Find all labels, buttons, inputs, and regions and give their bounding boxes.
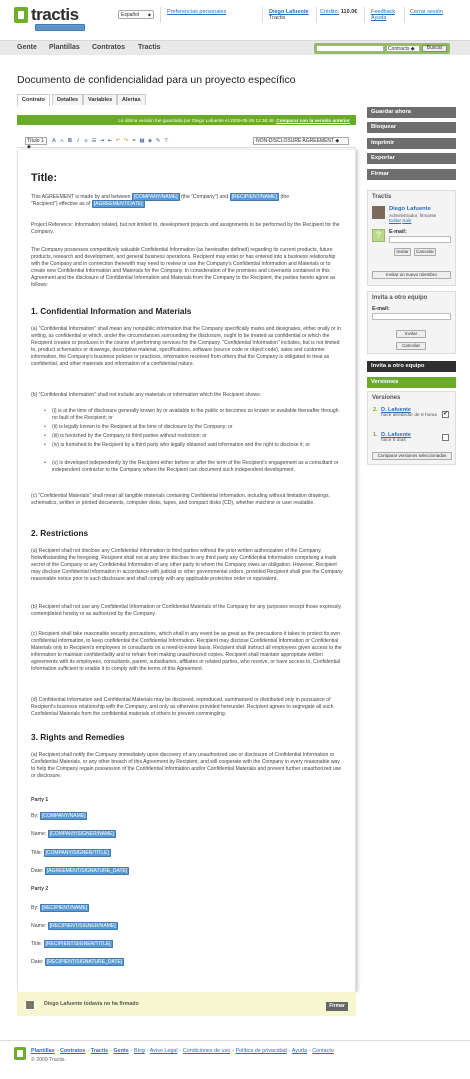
user-name-link[interactable]: Diego Lafuente: [269, 9, 309, 15]
outdent-icon[interactable]: ⇤: [107, 138, 113, 144]
list-item: • (ii) is legally known to the Recipient at the time of disclosure by the Company; or: [52, 424, 342, 431]
export-button[interactable]: Exportar: [367, 153, 456, 164]
tractis-logo[interactable]: [14, 5, 134, 29]
tab-detalles[interactable]: Detalles: [52, 94, 83, 105]
version-time: hace alrededor de 8 horas: [381, 413, 438, 418]
sign-sidebar-button[interactable]: Firmar: [367, 169, 456, 180]
save-notice-text: La última versión fue guardada por Diego Lafuente el 2009-05-26 12:36:48.: [118, 117, 275, 123]
tab-alertas[interactable]: Alertas: [117, 94, 146, 105]
variable-company-signer-title[interactable]: [COMPANY/SIGNER/TITLE]: [45, 850, 109, 856]
title-label: Title:: [31, 850, 43, 856]
feedback-link[interactable]: Feedback: [371, 9, 396, 15]
email-label: E-mail:: [372, 306, 390, 312]
divider: [364, 7, 365, 23]
search-button[interactable]: Buscar: [422, 45, 447, 52]
invite-team-button[interactable]: Invitar: [396, 330, 426, 338]
print-button[interactable]: Imprimir: [367, 138, 456, 149]
variable-icon[interactable]: ◈: [147, 138, 153, 144]
logout-link[interactable]: Cerrar sesión: [410, 9, 444, 15]
version-number: 1.: [373, 432, 378, 438]
list-item: • (iii) is furnished by the Company to third parties without restriction; or: [52, 433, 342, 440]
divider: [316, 7, 317, 23]
redo-icon[interactable]: ↷: [123, 138, 129, 144]
invite-button[interactable]: Invitar: [394, 248, 411, 256]
indent-icon[interactable]: ⇥: [99, 138, 105, 144]
document-section-select[interactable]: NON-DISCLOSURE AGREEMENT ◆: [253, 137, 349, 145]
cancel-team-button[interactable]: Cancelar: [396, 342, 426, 350]
help-link[interactable]: Ayuda: [371, 15, 387, 21]
section-1b-paragraph: (b) "Confidential Information" shall not include any materials or information which the Recipient shows:: [31, 392, 262, 398]
nav-item-tractis[interactable]: Tractis: [138, 44, 161, 51]
invite-other-team-button[interactable]: Invita a otro equipo: [367, 361, 456, 372]
party-2-label: Party 2: [31, 886, 49, 892]
table-icon[interactable]: ▦: [139, 138, 145, 144]
italic-icon[interactable]: I: [77, 138, 79, 144]
version-checkbox[interactable]: ✔: [443, 411, 449, 417]
copyright: © 2009 Tractis.: [31, 1057, 66, 1063]
editor-toolbar: [17, 136, 356, 148]
doc-title: Title:: [31, 172, 58, 184]
divider: [262, 7, 263, 23]
footer-links: Plantillas · Contratos · Tractis · Gente · Blog · Aviso Legal · Condiciones de uso · Política de privacidad · Ayuda · Contacto: [31, 1048, 334, 1054]
nav-item-contratos[interactable]: Contratos: [92, 44, 126, 51]
document-section-value: NON-DISCLOSURE AGREEMENT: [256, 138, 334, 144]
variable-company-name[interactable]: [COMPANY/NAME]: [133, 194, 178, 200]
variable-recipient-name[interactable]: [RECIPIENT/NAME]: [231, 194, 277, 200]
variable-recipient-signer-title[interactable]: [RECIPIENT/SIGNER/TITLE]: [45, 941, 111, 947]
section-2-heading: 2. Restrictions: [31, 528, 89, 538]
version-number: 2.: [373, 407, 378, 413]
font-size-up-icon[interactable]: A: [52, 138, 56, 144]
bold-icon[interactable]: B: [68, 138, 72, 144]
lock-button[interactable]: Bloquear: [367, 122, 456, 133]
intro-b: (the "Company") and: [180, 194, 229, 200]
tractis-team-panel: [367, 190, 456, 286]
preferences-link[interactable]: Preferencias personales: [167, 9, 227, 15]
list-item: • (iv) is furnished to the Recipient by a third party who legally obtained said information and the right to disclose it; or: [52, 442, 342, 449]
credit-value: 110.0€: [340, 9, 358, 15]
by-label: By:: [31, 905, 39, 911]
sign-button[interactable]: Firmar: [326, 1002, 348, 1011]
team-email-input[interactable]: [372, 313, 451, 320]
compare-previous-link[interactable]: Comparar con la versión anterior: [276, 117, 350, 123]
list-item: • (i) is at the time of disclosure generally known by or available to the public or becomes so known or available thereafter through no fault of the Recipient; or: [52, 408, 342, 422]
footer-link-legal[interactable]: Aviso Legal: [149, 1048, 178, 1054]
search-bar: [314, 43, 450, 54]
member-name[interactable]: Diego Lafuente: [389, 206, 431, 212]
invite-team-title: Invita a otro equipo: [372, 295, 428, 301]
cancel-button[interactable]: Cancelar: [415, 249, 434, 254]
variable-company-signer-name[interactable]: [COMPANY/SIGNER/NAME]: [49, 831, 114, 837]
numbered-list-icon[interactable]: ☰: [91, 138, 97, 144]
version-author-link[interactable]: D. Lafuente: [381, 432, 411, 438]
logo-tagline: contracts you can enforce: [37, 25, 83, 30]
variable-agreement-signature-date[interactable]: [AGREEMENT/SIGNATURE_DATE]: [46, 868, 128, 874]
main-nav: [0, 40, 470, 55]
section-2c-paragraph: (c) Recipient shall take reasonable security precautions, which shall in any event be as great as the precautions it takes to protect its own confidential information, to keep confidential the Confidential Information. Recipient may disclose Confidential Information or Confidential Materials only to Recipient's employees or consultants on a need-to-know basis. Recipient shall instruct all employees given access to the information to maintain confidentiality and to refrain from making unauthorized copies. Recipient shall maintain appropriate written agreements with its employees, consultants, parent, subsidiaries, affiliates or related parties, who receive, or have access to, Confidential Information sufficient to enable it to comply with the terms of this Agreement.: [31, 631, 342, 672]
variable-recipient-signature-date[interactable]: [RECIPIENT/SIGNATURE_DATE]: [46, 959, 123, 965]
footer-link-contact[interactable]: Contacto: [312, 1048, 334, 1054]
invite-new-member-button[interactable]: Invitar un nuevo miembro: [372, 271, 451, 279]
version-time: hace 5 días: [381, 438, 406, 443]
variable-recipient-signer-name[interactable]: [RECIPIENT/SIGNER/NAME]: [49, 923, 116, 929]
variable-agreement-date[interactable]: [AGREEMENT/DATE]: [93, 201, 143, 207]
section-3-heading: 3. Rights and Remedies: [31, 732, 125, 742]
date-label: Date:: [31, 959, 44, 965]
intro-paragraph: [31, 194, 344, 208]
font-size-down-icon[interactable]: A: [60, 138, 64, 143]
possesses-paragraph: The Company possesses competitively valuable Confidential Information (as hereinafter defined) regarding its current products, future products, research and development, and general business operations. Recipient may enter or has entered into a business relationship with the Company and in connection therewith may need to review or use the Company's Confidential Information and Materials or to create new Confidential Information and Materials for the Company. In consideration of the promises and covenants contained in this Agreement and the disclosure of Confidential Information and Materials from the Company to the Recipient, the parties hereto agree as follows:: [31, 247, 336, 288]
intro-d: "Recipient") effective as of: [31, 201, 91, 207]
versions-panel: [367, 391, 456, 465]
variable-recipient-name[interactable]: [RECIPIENT/NAME]: [41, 905, 88, 911]
heading-select[interactable]: Título 1 ◆: [25, 137, 47, 145]
name-label: Name:: [31, 831, 47, 837]
save-now-button[interactable]: Guardar ahora: [367, 107, 456, 118]
section-1c-paragraph: (c) "Confidential Materials" shall mean all tangible materials containing Confidential Information, including without limitation drawings, schematics, written or printed documents, computer disks, tapes, and compact disks (CD), whether machine or user readable.: [31, 493, 330, 506]
footer-link-plantillas[interactable]: Plantillas: [31, 1048, 55, 1054]
save-notice-bar: [17, 115, 356, 125]
list-item: • (v) is developed independently by the Recipient either before or after the term of the Recipient's engagement as a consultant or independent contractor to the Company where the Recipient can document such independent development.: [52, 460, 342, 474]
contract-document[interactable]: [17, 150, 356, 992]
variable-company-name[interactable]: [COMPANY/NAME]: [41, 813, 86, 819]
chevron-down-icon: ◆: [147, 12, 151, 17]
email-label: E-mail:: [389, 229, 407, 235]
section-2a-paragraph: (a) Recipient shall not disclose any Confidential Information to third parties without the prior written authorization of the Company. Notwithstanding the foregoing, Recipient shall not at any time disclose to any third party any Confidential Information comprising a trade secret of the Company or any Confidential Information of any other party to whom the Company owes an obligation. However, Recipient may disclose Confidential Information in accordance with judicial or other governmental orders, provided Recipient shall give the Company reasonable notice prior to such disclosure and shall comply with any applicable protective order or equivalent.: [31, 548, 343, 582]
top-header: [0, 0, 470, 30]
member-remove-link[interactable]: Salir: [402, 218, 412, 223]
footer-link-gente[interactable]: Gente: [113, 1048, 129, 1054]
footer-link-help[interactable]: Ayuda: [291, 1048, 307, 1054]
party-1-label: Party 1: [31, 797, 49, 803]
footer-link-privacy[interactable]: Política de privacidad: [235, 1048, 287, 1054]
member-role: Administrador, firmante: [389, 213, 437, 218]
divider: [160, 7, 161, 23]
section-2d-paragraph: (d) Confidential Information and Confidential Materials may be disclosed, reproduced, summarized or distributed only in pursuance of Recipient's business relationship with the Company, and only as otherwise provided hereunder. Recipient agrees to segregate all such Confidential Materials from the confidential materials of others to prevent commingling.: [31, 697, 334, 717]
footer-link-contratos[interactable]: Contratos: [59, 1048, 86, 1054]
footer-link-terms[interactable]: Condiciones de uso: [182, 1048, 231, 1054]
version-author-link[interactable]: D. Lafuente: [381, 407, 411, 413]
page-title: Documento de confidencialidad para un proyecto específico: [17, 74, 296, 86]
page-footer: [0, 1040, 470, 1070]
versions-title: Versiones: [372, 395, 401, 401]
heading-select-value: Título 1: [27, 138, 44, 144]
project-reference-paragraph: Project Reference: Information related, but not limited to, development projects and assignments to be performed by the Recipient for the Company.: [31, 222, 340, 235]
search-scope-value: Contracts: [388, 46, 410, 52]
logo-name: tractis: [31, 5, 79, 24]
invite-other-team-panel: [367, 291, 456, 354]
tractis-footer-logo-icon: [14, 1047, 26, 1060]
title-label: Title:: [31, 941, 43, 947]
section-1-heading: 1. Confidential Information and Materials: [31, 306, 192, 316]
credit-link[interactable]: Crédito:: [320, 9, 340, 15]
versions-button[interactable]: Versiones: [367, 377, 456, 388]
avatar: [25, 1000, 35, 1010]
help-icon[interactable]: ?: [164, 138, 168, 144]
by-label: By:: [31, 813, 39, 819]
signature-bar: [17, 992, 356, 1016]
section-2b-paragraph: (b) Recipient shall not use any Confidential Information or Confidential Materials of the Company for any purposes except those expressly contemplated hereby or as authorized by the Company.: [31, 604, 342, 617]
version-checkbox[interactable]: [442, 434, 449, 441]
unknown-user-icon: ?: [372, 229, 385, 242]
tab-variables[interactable]: Variables: [83, 94, 117, 105]
language-value: Español: [121, 12, 140, 18]
footer-link-tractis[interactable]: Tractis: [90, 1048, 109, 1054]
signature-status: Diego Lafuente todavía no ha firmado: [44, 1001, 139, 1007]
nav-item-plantillas[interactable]: Plantillas: [49, 44, 80, 51]
user-org: Tractis: [269, 15, 286, 21]
search-input[interactable]: [316, 45, 384, 52]
comment-icon[interactable]: ✎: [155, 138, 161, 144]
intro-a: This AGREEMENT is made by and between: [31, 194, 131, 200]
avatar: [372, 206, 385, 219]
tractis-logo-icon: [14, 7, 28, 23]
divider: [404, 7, 405, 23]
email-input[interactable]: [389, 236, 451, 243]
bullet-list-icon[interactable]: ≡: [84, 138, 88, 144]
language-select[interactable]: [118, 10, 154, 19]
search-scope-select[interactable]: Contracts ◆: [386, 45, 420, 52]
intro-c: (the: [280, 194, 290, 200]
tab-contrato[interactable]: Contrato: [17, 94, 50, 106]
name-label: Name:: [31, 923, 47, 929]
nav-item-gente[interactable]: Gente: [17, 44, 37, 51]
section-1a-paragraph: (a) "Confidential Information" shall mean any nonpublic information that the Company specifically marks and designates, either orally or in writing, as confidential or which, under the circumstances surrounding the disclosure, ought to be treated as confidential or which the Recipient creates or produces in the course of performing services for the Company. "Confidential Information" includes, but is not limited to, product schematics or drawings, descriptive material, specifications, software (source code or object code), sales and customer information, the Company's business policies or practices, information received from others that the Company is obligated to treat as confidential, and other materials and information of a confidential nature.: [31, 326, 341, 367]
member-edit-link[interactable]: Editar: [389, 218, 402, 223]
link-icon[interactable]: ⚭: [131, 138, 137, 144]
footer-link-blog[interactable]: Blog: [134, 1048, 145, 1054]
section-3a-paragraph: (a) Recipient shall notify the Company immediately upon discovery of any unauthorized use or disclosure of Confidential Information or Confidential Materials, or any other breach of this Agreement by Recipient, and will cooperate with the Company in every reasonable way to help the Company regain possession of the Confidential Information and/or Confidential Materials and prevent further unauthorized use or disclosure.: [31, 752, 342, 779]
undo-icon[interactable]: ↶: [115, 138, 121, 144]
team-panel-title: Tractis: [372, 194, 392, 200]
date-label: Date:: [31, 868, 44, 874]
compare-versions-button[interactable]: Comparar versiones seleccionadas: [372, 452, 452, 460]
